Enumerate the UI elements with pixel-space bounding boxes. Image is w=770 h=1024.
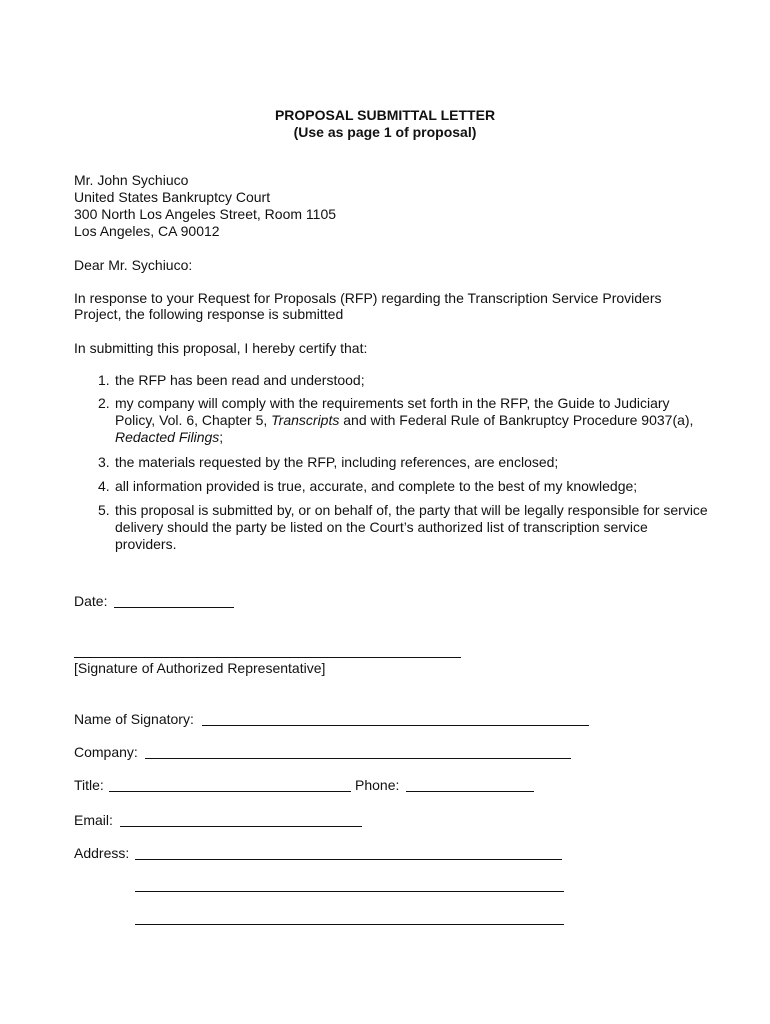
intro-line-1: In response to your Request for Proposals (RFP) regarding the Transcription Service Providers <box>74 290 662 306</box>
list-number: 3. <box>98 454 110 470</box>
signature-label: [Signature of Authorized Representative] <box>74 660 326 676</box>
certify-statement: In submitting this proposal, I hereby certify that: <box>74 340 368 356</box>
list-text-line: my company will comply with the requirements set forth in the RFP, the Guide to Judiciary <box>115 395 670 411</box>
list-text <box>98 502 728 553</box>
list-text: the RFP has been read and understood; <box>115 372 365 388</box>
list-text-line: and with Federal Rule of Bankruptcy Procedure 9037(a), <box>339 412 694 428</box>
name-label: Name of Signatory: <box>74 711 194 727</box>
list-text: all information provided is true, accurate, and complete to the best of my knowledge; <box>115 478 638 494</box>
list-text-italic: Redacted Filings <box>115 429 220 445</box>
list-number: 5. <box>98 502 110 518</box>
list-text: the materials requested by the RFP, including references, are enclosed; <box>115 454 559 470</box>
date-field[interactable] <box>114 607 234 608</box>
recipient-city: Los Angeles, CA 90012 <box>74 223 220 239</box>
name-field[interactable] <box>202 725 589 726</box>
address-field-line-1[interactable] <box>135 859 562 860</box>
title-label: Title: <box>74 777 104 793</box>
list-text-line: this proposal is submitted by, or on behalf of, the party that will be legally responsible for service <box>115 502 708 518</box>
phone-field[interactable] <box>406 791 534 792</box>
address-field-line-3[interactable] <box>135 924 564 925</box>
date-label: Date: <box>74 593 108 609</box>
list-text-line: providers. <box>115 536 177 552</box>
intro-line-2: Project, the following response is submitted <box>74 306 344 322</box>
list-item <box>98 372 728 389</box>
list-item <box>98 502 728 553</box>
list-text-line: ; <box>219 429 224 445</box>
title-field[interactable] <box>109 791 351 792</box>
email-label: Email: <box>74 812 113 828</box>
address-field-line-2[interactable] <box>135 891 564 892</box>
list-text-line: delivery should the party be listed on the Court’s authorized list of transcription service <box>115 519 648 535</box>
company-label: Company: <box>74 744 138 760</box>
list-number: 2. <box>98 395 110 411</box>
list-text-italic: Transcripts <box>271 412 340 428</box>
recipient-street: 300 North Los Angeles Street, Room 1105 <box>74 206 337 222</box>
page-title: PROPOSAL SUBMITTAL LETTER <box>274 107 496 123</box>
email-field[interactable] <box>120 826 362 827</box>
list-number: 1. <box>98 372 110 388</box>
company-field[interactable] <box>145 758 571 759</box>
recipient-org: United States Bankruptcy Court <box>74 189 271 205</box>
list-text <box>98 395 728 446</box>
phone-label: Phone: <box>355 777 400 793</box>
page-subtitle: (Use as page 1 of proposal) <box>293 124 477 140</box>
list-text-line: Policy, Vol. 6, Chapter 5, <box>115 412 272 428</box>
signature-field[interactable] <box>74 657 461 658</box>
list-number: 4. <box>98 478 110 494</box>
salutation: Dear Mr. Sychiuco: <box>74 257 193 273</box>
address-label: Address: <box>74 845 130 861</box>
recipient-name: Mr. John Sychiuco <box>74 172 189 188</box>
list-item <box>98 478 728 495</box>
list-item <box>98 454 728 471</box>
list-item <box>98 395 728 446</box>
